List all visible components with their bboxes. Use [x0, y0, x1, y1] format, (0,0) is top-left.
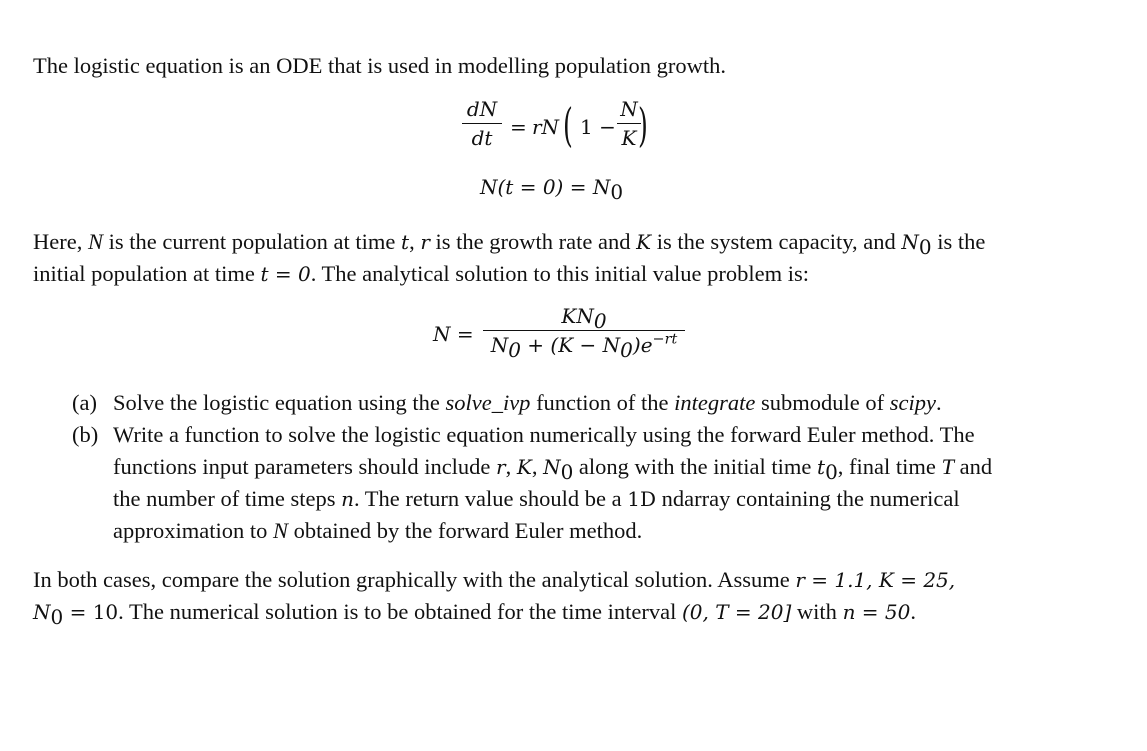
task-item-b [72, 419, 1112, 547]
ode-lhs-fraction [462, 98, 502, 149]
ode-close-paren: ) [638, 98, 648, 152]
ode-lhs-denominator: dt [471, 126, 493, 150]
ode-inner-numerator: N [620, 97, 638, 121]
ode-equals: = [510, 115, 527, 139]
intro-paragraph [33, 50, 1113, 82]
ode-lhs-numerator: dN [466, 97, 498, 121]
closing-line-1: In both cases, compare the solution graphically with the analytical solution. Assume r = 1.1, K = 25, [33, 567, 956, 592]
initial-condition-equation [480, 175, 624, 204]
task-b-line-3: the number of time steps n. The return value should be a 1D ndarray containing the numerical [113, 486, 960, 511]
task-b-line-1: Write a function to solve the logistic equation numerically using the forward Euler method. The [113, 422, 975, 447]
logistic-ode-equation [462, 98, 722, 160]
task-b-line-4: approximation to N obtained by the forward Euler method. [113, 518, 643, 543]
definitions-line-1: Here, N is the current population at time t, r is the growth rate and K is the system capacity, and $N_0$ is the [33, 229, 986, 259]
sol-lhs: N = [433, 322, 474, 346]
intro-text: The logistic equation is an ODE that is used in modelling population growth. [33, 53, 727, 78]
ode-open-paren: ( [563, 98, 573, 152]
sol-numerator: $KN_0$ [561, 304, 607, 333]
ode-lhs-fraction-bar [462, 123, 502, 124]
sol-denominator: $N_0 + (K - N_0)e^{-rt}$ [490, 331, 678, 362]
definitions-line-2: initial population at time t = 0. The analytical solution to this initial value problem is: [33, 261, 809, 286]
task-a-marker: (a) [72, 390, 97, 415]
task-b-line-2: functions input parameters should include r, K, $N_0$ along with the initial time $t_0$, final time T and [113, 454, 993, 484]
definitions-paragraph [33, 226, 1113, 290]
ic-text: N(t = 0) = N [480, 175, 611, 199]
closing-line-2: $N_0 = 10$. The numerical solution is to be obtained for the time interval (0, T = 20] with n = 50. [33, 599, 916, 629]
task-a-line-1: Solve the logistic equation using the solve_ivp function of the integrate submodule of scipy. [113, 390, 942, 415]
closing-paragraph [33, 564, 1113, 628]
ode-one-minus: 1 − [580, 115, 616, 139]
ode-rn: rN [532, 115, 560, 139]
task-list [72, 387, 1112, 547]
sol-fraction [483, 304, 685, 362]
ic-subscript: 0 [610, 180, 624, 204]
task-b-marker: (b) [72, 422, 99, 447]
ode-inner-denominator: K [621, 126, 637, 150]
task-item-a [72, 387, 1112, 419]
analytical-solution-equation [433, 305, 703, 367]
